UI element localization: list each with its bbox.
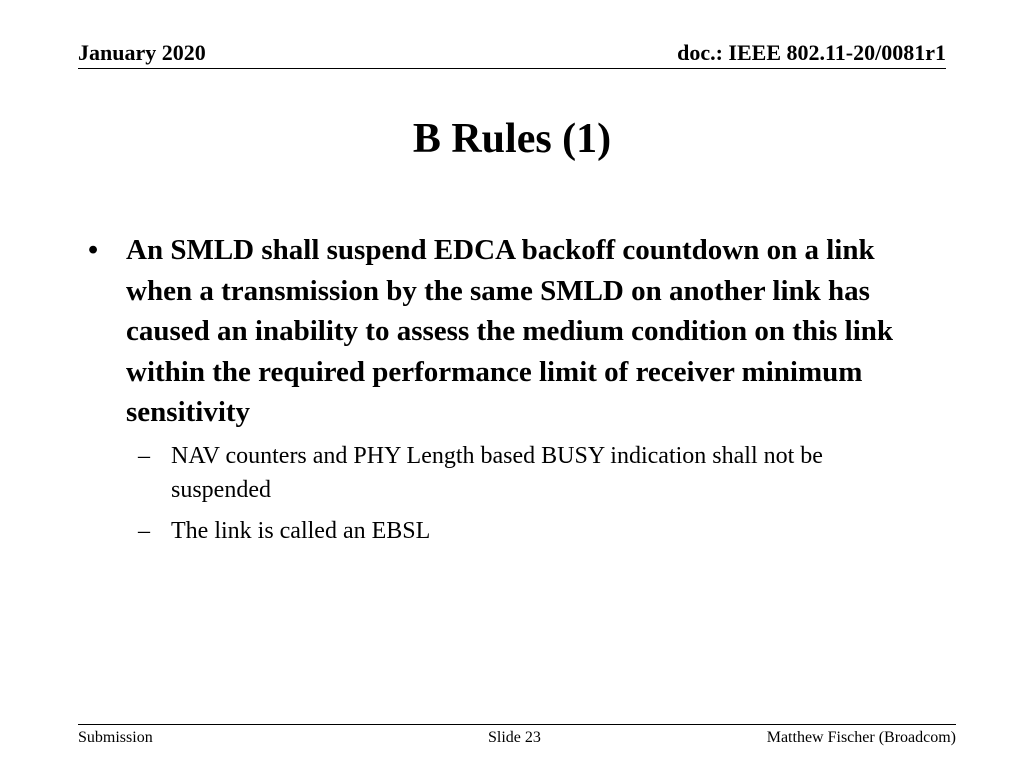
footer-divider	[78, 724, 956, 725]
bullet-text: An SMLD shall suspend EDCA backoff countdown on a link when a transmission by the same SMLD on another link has caused an inability to assess the medium condition on this link within the required performance limit of receiver minimum sensitivity	[126, 234, 894, 428]
bullet-dot-icon: •	[88, 234, 99, 266]
sub-bullet-text: The link is called an EBSL	[171, 517, 431, 544]
slide-body	[80, 230, 940, 555]
dash-icon: –	[138, 442, 150, 469]
footer-slide-number: Slide 23	[488, 729, 541, 746]
footer-submission: Submission	[78, 729, 153, 746]
header-divider	[78, 68, 946, 69]
dash-icon: –	[138, 517, 150, 544]
sub-bullet-item	[80, 514, 921, 548]
footer-author: Matthew Fischer (Broadcom)	[766, 729, 956, 746]
header-doc-id: doc.: IEEE 802.11-20/0081r1	[677, 40, 946, 65]
slide-title: B Rules (1)	[412, 116, 612, 162]
header-date: January 2020	[78, 40, 206, 65]
bullet-item	[80, 230, 940, 433]
sub-bullet-list	[80, 439, 940, 548]
sub-bullet-text: NAV counters and PHY Length based BUSY indication shall not be suspended	[171, 442, 823, 503]
sub-bullet-item	[80, 439, 921, 507]
